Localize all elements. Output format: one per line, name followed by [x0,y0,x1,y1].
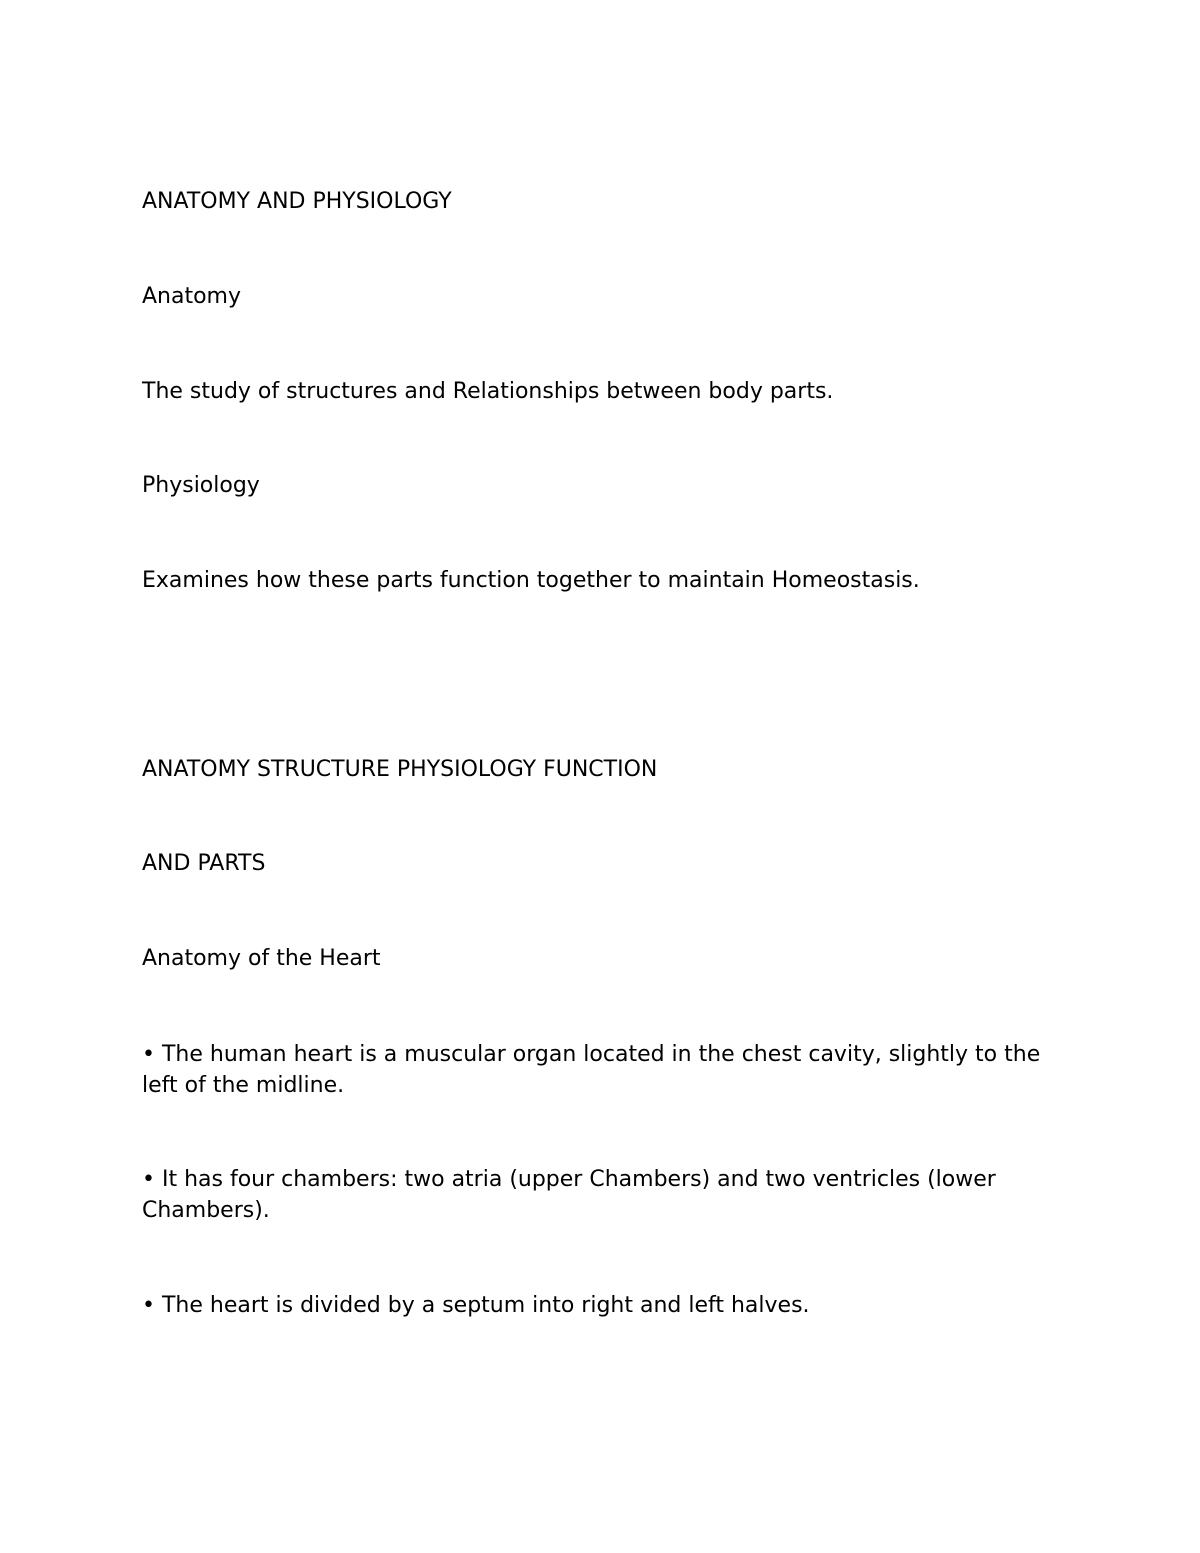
heart-heading: Anatomy of the Heart [142,946,381,971]
section-heading-line2: AND PARTS [142,851,266,876]
anatomy-definition: The study of structures and Relationships between body parts. [142,379,834,404]
document-title: ANATOMY AND PHYSIOLOGY [142,189,452,214]
anatomy-heading: Anatomy [142,284,242,309]
bullet-item: • The human heart is a muscular organ located in the chest cavity, slightly to the left of the midline. [142,1042,1041,1098]
physiology-heading: Physiology [142,473,260,498]
bullet-item: • It has four chambers: two atria (upper Chambers) and two ventricles (lower Chambers). [142,1167,996,1223]
physiology-definition: Examines how these parts function together to maintain Homeostasis. [142,568,920,593]
section-heading-line1: ANATOMY STRUCTURE PHYSIOLOGY FUNCTION [142,757,658,782]
bullet-item: • The heart is divided by a septum into right and left halves. [142,1293,810,1318]
